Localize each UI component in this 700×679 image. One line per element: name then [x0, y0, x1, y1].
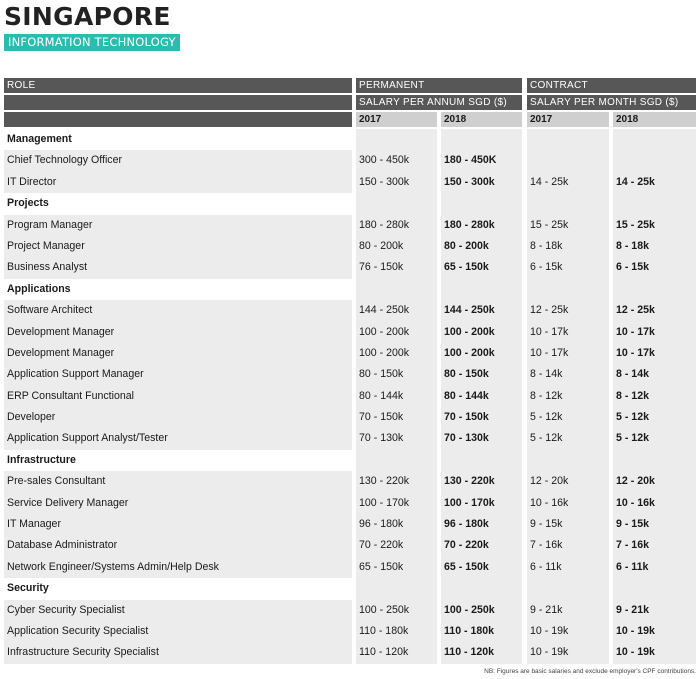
contract-2018-cell: 8 - 12k: [613, 386, 696, 407]
footnote: NB: Figures are basic salaries and exclude employer's CPF contributions.: [484, 668, 696, 675]
permanent-2018-cell: 80 - 144k: [441, 386, 522, 407]
permanent-2017-header: 2017: [356, 112, 437, 127]
contract-2018-cell: 8 - 18k: [613, 236, 696, 257]
contract-2017-cell: [527, 578, 609, 599]
contract-2017-cell: [527, 450, 609, 471]
section-title: Management: [7, 133, 72, 145]
contract-2018-cell: 6 - 15k: [613, 257, 696, 278]
permanent-2017-cell: [356, 578, 437, 599]
role-cell: Chief Technology Officer: [4, 150, 352, 171]
contract-2017-cell: 6 - 15k: [527, 257, 609, 278]
section-row: [4, 193, 696, 214]
contract-2017-cell: [527, 150, 609, 171]
permanent-2018-cell: 80 - 200k: [441, 236, 522, 257]
permanent-2018-cell: [441, 450, 522, 471]
permanent-2017-cell: [356, 450, 437, 471]
contract-2017-cell: 10 - 17k: [527, 343, 609, 364]
contract-2017-cell: 10 - 19k: [527, 642, 609, 663]
contract-2018-cell: 9 - 21k: [613, 600, 696, 621]
contract-2017-cell: 15 - 25k: [527, 215, 609, 236]
table-row: [4, 471, 696, 492]
permanent-2018-cell: 110 - 120k: [441, 642, 522, 663]
role-cell: Application Support Analyst/Tester: [4, 428, 352, 449]
table-subheader-row: [4, 95, 696, 110]
table-row: [4, 621, 696, 642]
permanent-2018-cell: 150 - 300k: [441, 172, 522, 193]
permanent-2018-cell: 110 - 180k: [441, 621, 522, 642]
contract-2018-cell: 10 - 17k: [613, 322, 696, 343]
permanent-salary-subheader: SALARY PER ANNUM SGD ($): [356, 95, 522, 110]
role-cell: Application Security Specialist: [4, 621, 352, 642]
role-cell: Database Administrator: [4, 535, 352, 556]
section-title: Security: [7, 582, 49, 595]
permanent-2017-cell: [356, 129, 437, 150]
table-row: [4, 236, 696, 257]
table-row: [4, 386, 696, 407]
section-row: [4, 279, 696, 300]
permanent-2018-cell: 100 - 200k: [441, 322, 522, 343]
table-row: [4, 493, 696, 514]
permanent-2017-cell: 80 - 200k: [356, 236, 437, 257]
contract-2018-cell: 14 - 25k: [613, 172, 696, 193]
table-row: [4, 535, 696, 556]
role-year-blank: [4, 112, 352, 127]
contract-2018-cell: 6 - 11k: [613, 557, 696, 578]
contract-2017-cell: 8 - 14k: [527, 364, 609, 385]
table-row: [4, 300, 696, 321]
contract-2018-cell: 10 - 19k: [613, 621, 696, 642]
contract-2018-cell: [613, 129, 696, 150]
table-row: [4, 428, 696, 449]
contract-salary-subheader: SALARY PER MONTH SGD ($): [527, 95, 696, 110]
permanent-2018-header: 2018: [441, 112, 522, 127]
table-row: [4, 557, 696, 578]
permanent-2017-cell: 96 - 180k: [356, 514, 437, 535]
table-body: [4, 129, 696, 664]
role-cell: Pre-sales Consultant: [4, 471, 352, 492]
role-cell: Development Manager: [4, 343, 352, 364]
role-cell: Developer: [4, 407, 352, 428]
table-row: [4, 600, 696, 621]
permanent-2018-cell: 144 - 250k: [441, 300, 522, 321]
table-header-row: [4, 78, 696, 93]
role-cell: Service Delivery Manager: [4, 493, 352, 514]
contract-2018-cell: [613, 279, 696, 300]
table-row: [4, 642, 696, 663]
contract-2018-cell: 8 - 14k: [613, 364, 696, 385]
permanent-2017-cell: 100 - 200k: [356, 343, 437, 364]
table-row: [4, 407, 696, 428]
contract-2017-cell: 12 - 25k: [527, 300, 609, 321]
contract-2017-cell: 10 - 17k: [527, 322, 609, 343]
permanent-2017-cell: 110 - 180k: [356, 621, 437, 642]
section-title: Infrastructure: [7, 453, 76, 466]
role-cell: ERP Consultant Functional: [4, 386, 352, 407]
permanent-2017-cell: 100 - 250k: [356, 600, 437, 621]
table-row: [4, 343, 696, 364]
permanent-2018-cell: 65 - 150k: [441, 257, 522, 278]
contract-2017-cell: [527, 129, 609, 150]
permanent-2017-cell: 100 - 170k: [356, 493, 437, 514]
role-cell: Software Architect: [4, 300, 352, 321]
permanent-2017-cell: 70 - 220k: [356, 535, 437, 556]
section-row: [4, 578, 696, 599]
page-subtitle-badge: INFORMATION TECHNOLOGY: [4, 34, 180, 51]
role-cell: Application Support Manager: [4, 364, 352, 385]
contract-2018-cell: 5 - 12k: [613, 428, 696, 449]
section-row: [4, 450, 696, 471]
role-cell: Cyber Security Specialist: [4, 600, 352, 621]
table-row: [4, 150, 696, 171]
table-row: [4, 322, 696, 343]
permanent-2017-cell: 144 - 250k: [356, 300, 437, 321]
contract-2017-cell: 5 - 12k: [527, 407, 609, 428]
permanent-2018-cell: 130 - 220k: [441, 471, 522, 492]
role-cell: Program Manager: [4, 215, 352, 236]
permanent-2017-cell: [356, 193, 437, 214]
table-row: [4, 514, 696, 535]
permanent-2018-cell: 70 - 130k: [441, 428, 522, 449]
permanent-2018-cell: 70 - 220k: [441, 535, 522, 556]
permanent-2017-cell: 100 - 200k: [356, 322, 437, 343]
contract-2018-cell: 10 - 19k: [613, 642, 696, 663]
permanent-2018-cell: 180 - 450K: [441, 150, 522, 171]
permanent-2018-cell: 70 - 150k: [441, 407, 522, 428]
salary-table: [4, 78, 696, 664]
section-title: Applications: [7, 282, 71, 295]
role-column-header: ROLE: [4, 78, 352, 93]
permanent-2018-cell: [441, 279, 522, 300]
role-cell: Network Engineer/Systems Admin/Help Desk: [4, 557, 352, 578]
permanent-2017-cell: 150 - 300k: [356, 172, 437, 193]
permanent-2017-cell: 80 - 144k: [356, 386, 437, 407]
permanent-2018-cell: [441, 129, 522, 150]
contract-2017-cell: 8 - 12k: [527, 386, 609, 407]
contract-column-header: CONTRACT: [527, 78, 696, 93]
permanent-2017-cell: 130 - 220k: [356, 471, 437, 492]
permanent-2017-cell: 180 - 280k: [356, 215, 437, 236]
permanent-2017-cell: [356, 279, 437, 300]
contract-2018-cell: 12 - 25k: [613, 300, 696, 321]
section-title: Projects: [7, 197, 49, 210]
role-cell: Project Manager: [4, 236, 352, 257]
contract-2018-cell: [613, 150, 696, 171]
role-cell: IT Director: [4, 172, 352, 193]
permanent-2018-cell: 65 - 150k: [441, 557, 522, 578]
permanent-column-header: PERMANENT: [356, 78, 522, 93]
contract-2017-cell: 8 - 18k: [527, 236, 609, 257]
page-title: SINGAPORE: [4, 2, 171, 31]
contract-2018-cell: 12 - 20k: [613, 471, 696, 492]
contract-2017-cell: [527, 279, 609, 300]
contract-2017-cell: [527, 193, 609, 214]
table-row: [4, 215, 696, 236]
contract-2018-cell: 15 - 25k: [613, 215, 696, 236]
contract-2018-cell: 10 - 16k: [613, 493, 696, 514]
table-row: [4, 364, 696, 385]
permanent-2018-cell: [441, 578, 522, 599]
role-cell: IT Manager: [4, 514, 352, 535]
permanent-2018-cell: 100 - 250k: [441, 600, 522, 621]
contract-2017-cell: 9 - 21k: [527, 600, 609, 621]
table-row: [4, 257, 696, 278]
contract-2017-cell: 9 - 15k: [527, 514, 609, 535]
contract-2018-cell: [613, 450, 696, 471]
permanent-2018-cell: 80 - 150k: [441, 364, 522, 385]
contract-2017-cell: 6 - 11k: [527, 557, 609, 578]
permanent-2017-cell: 110 - 120k: [356, 642, 437, 663]
contract-2017-cell: 12 - 20k: [527, 471, 609, 492]
contract-2018-cell: 7 - 16k: [613, 535, 696, 556]
contract-2018-cell: [613, 578, 696, 599]
permanent-2018-cell: [441, 193, 522, 214]
role-cell: Development Manager: [4, 322, 352, 343]
permanent-2017-cell: 70 - 150k: [356, 407, 437, 428]
table-row: [4, 172, 696, 193]
permanent-2018-cell: 100 - 170k: [441, 493, 522, 514]
contract-2017-cell: 10 - 16k: [527, 493, 609, 514]
contract-2017-cell: 7 - 16k: [527, 535, 609, 556]
contract-2017-cell: 5 - 12k: [527, 428, 609, 449]
permanent-2018-cell: 180 - 280k: [441, 215, 522, 236]
contract-2018-cell: 9 - 15k: [613, 514, 696, 535]
role-subheader-blank: [4, 95, 352, 110]
contract-2017-cell: 10 - 19k: [527, 621, 609, 642]
permanent-2017-cell: 80 - 150k: [356, 364, 437, 385]
contract-2018-cell: [613, 193, 696, 214]
contract-2017-header: 2017: [527, 112, 609, 127]
year-header-row: [4, 112, 696, 127]
contract-2018-cell: 10 - 17k: [613, 343, 696, 364]
permanent-2017-cell: 70 - 130k: [356, 428, 437, 449]
permanent-2018-cell: 100 - 200k: [441, 343, 522, 364]
contract-2017-cell: 14 - 25k: [527, 172, 609, 193]
permanent-2017-cell: 65 - 150k: [356, 557, 437, 578]
contract-2018-header: 2018: [613, 112, 696, 127]
section-row: [4, 129, 696, 150]
contract-2018-cell: 5 - 12k: [613, 407, 696, 428]
role-cell: Business Analyst: [4, 257, 352, 278]
permanent-2017-cell: 300 - 450k: [356, 150, 437, 171]
permanent-2017-cell: 76 - 150k: [356, 257, 437, 278]
role-cell: Infrastructure Security Specialist: [4, 642, 352, 663]
permanent-2018-cell: 96 - 180k: [441, 514, 522, 535]
